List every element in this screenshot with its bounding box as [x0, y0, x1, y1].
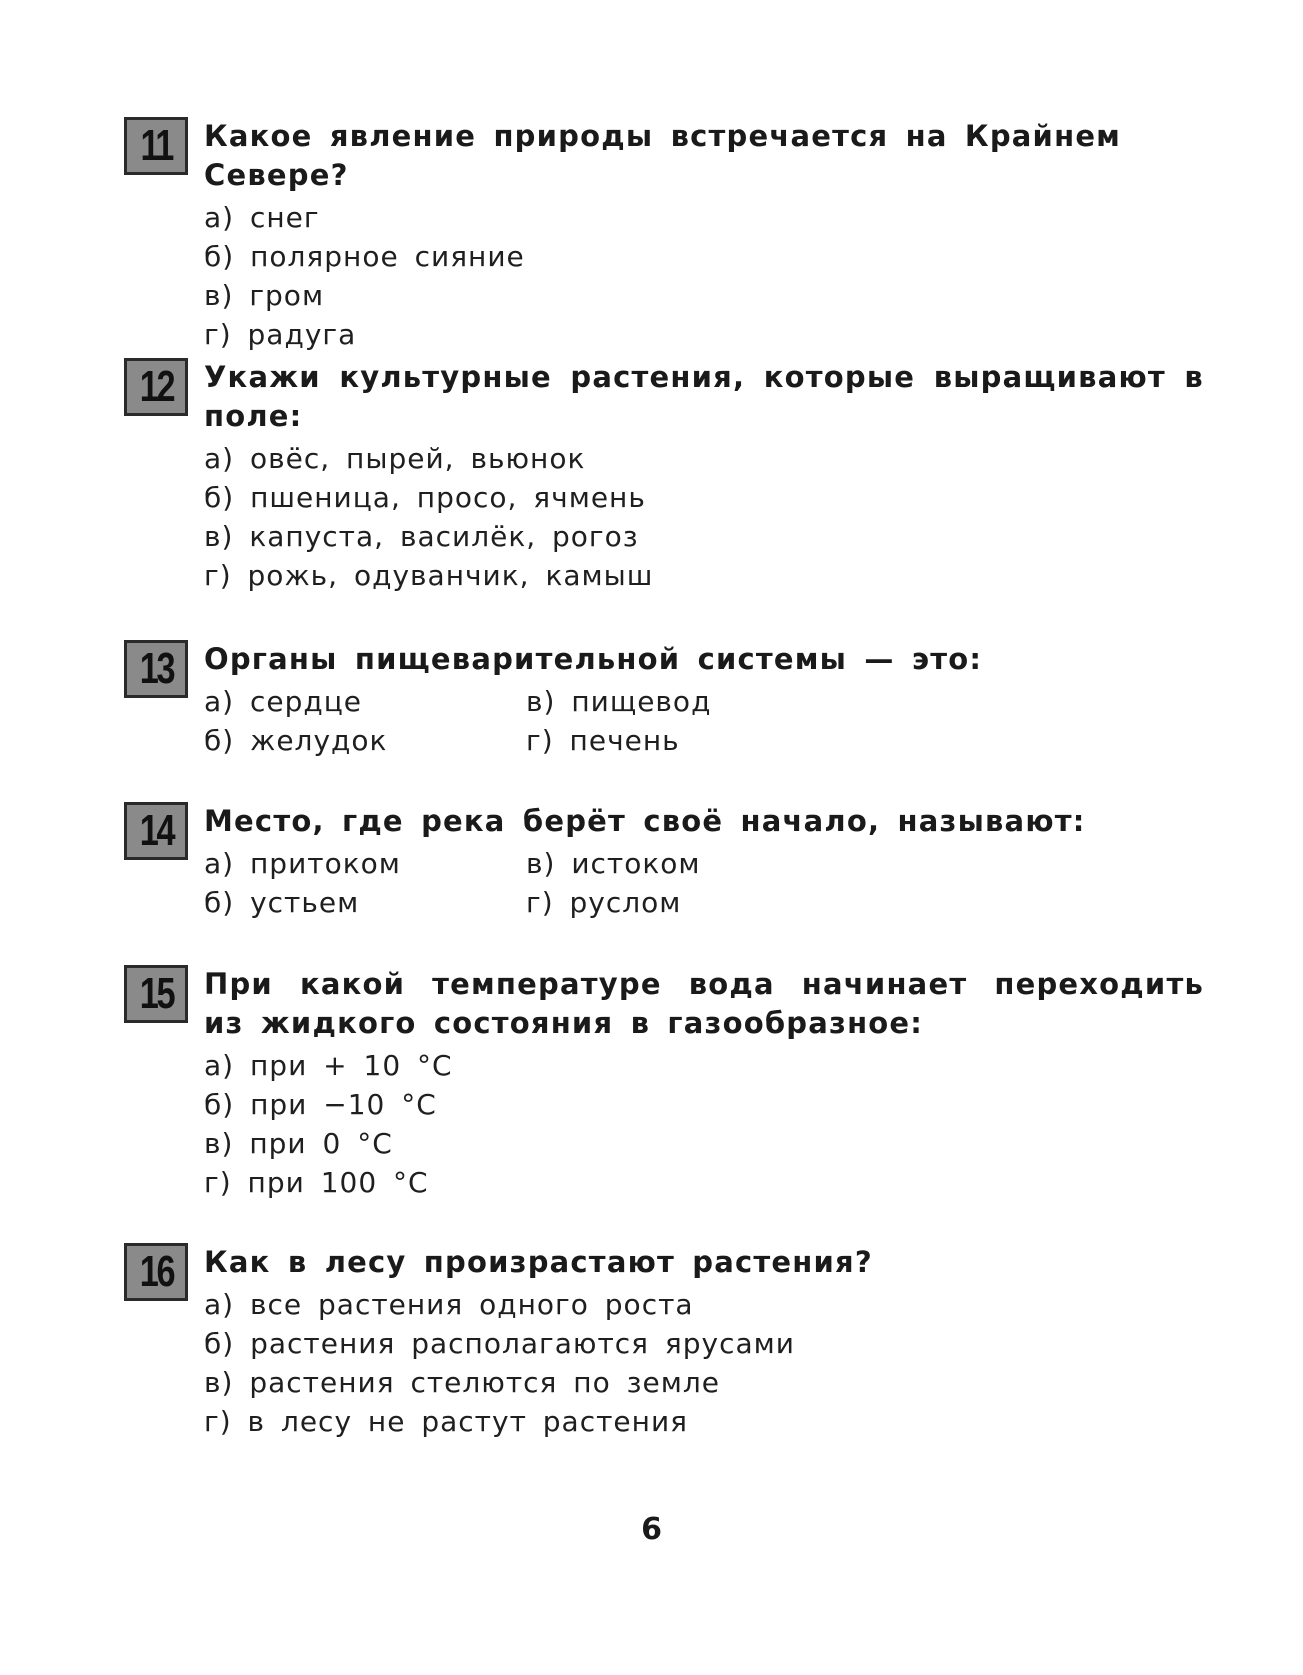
question-12	[124, 358, 1204, 595]
question-number-badge: 14	[124, 802, 188, 860]
question-16	[124, 1243, 1204, 1441]
answer-list	[204, 439, 1204, 595]
answer-option: в) капуста, василёк, рогоз	[204, 520, 639, 553]
question-11	[124, 117, 1204, 354]
answer-option: г) при 100 °С	[204, 1166, 429, 1199]
answer-option: а) притоком	[204, 847, 401, 880]
question-text: Какое явление природы встречается на Крайнем Севере?	[204, 119, 1122, 192]
question-number-badge: 16	[124, 1243, 188, 1301]
question-number-badge: 13	[124, 640, 188, 698]
answer-option: в) при 0 °С	[204, 1127, 393, 1160]
answer-option: б) пшеница, просо, ячмень	[204, 481, 646, 514]
answer-option: а) овёс, пырей, вьюнок	[204, 442, 586, 475]
question-number-badge: 11	[124, 117, 188, 175]
answer-option: а) снег	[204, 201, 320, 234]
question-text: При какой температуре вода начинает переходить из жидкого состояния в газообразное:	[204, 967, 1204, 1040]
answer-list	[204, 844, 1204, 922]
answer-option: в) пищевод	[526, 685, 712, 718]
answer-option: г) в лесу не растут растения	[204, 1405, 688, 1438]
answer-option: г) рожь, одуванчик, камыш	[204, 559, 654, 592]
answer-option: в) гром	[204, 279, 325, 312]
question-text: Укажи культурные растения, которые выращивают в поле:	[204, 360, 1204, 433]
answer-option: б) полярное сияние	[204, 240, 525, 273]
answer-option: а) все растения одного роста	[204, 1288, 694, 1321]
answer-list	[204, 1046, 1204, 1202]
answer-option: б) устьем	[204, 886, 360, 919]
answer-option: б) желудок	[204, 724, 388, 757]
answer-option: г) руслом	[526, 886, 682, 919]
question-14	[124, 802, 1204, 922]
answer-option: в) истоком	[526, 847, 701, 880]
answer-list	[204, 198, 1204, 354]
answer-option: г) печень	[526, 724, 680, 757]
question-number-badge: 15	[124, 965, 188, 1023]
question-text: Органы пищеварительной системы — это:	[204, 642, 983, 676]
question-text: Как в лесу произрастают растения?	[204, 1245, 873, 1279]
question-number-badge: 12	[124, 358, 188, 416]
answer-list	[204, 682, 1204, 760]
answer-list	[204, 1285, 1204, 1441]
answer-option: б) растения располагаются ярусами	[204, 1327, 795, 1360]
question-13	[124, 640, 1204, 760]
question-15	[124, 965, 1204, 1202]
page-number: 6	[641, 1512, 662, 1547]
question-text: Место, где река берёт своё начало, называют:	[204, 804, 1086, 838]
answer-option: а) при + 10 °С	[204, 1049, 453, 1082]
answer-option: а) сердце	[204, 685, 363, 718]
answer-option: в) растения стелются по земле	[204, 1366, 720, 1399]
answer-option: г) радуга	[204, 318, 357, 351]
answer-option: б) при −10 °С	[204, 1088, 437, 1121]
